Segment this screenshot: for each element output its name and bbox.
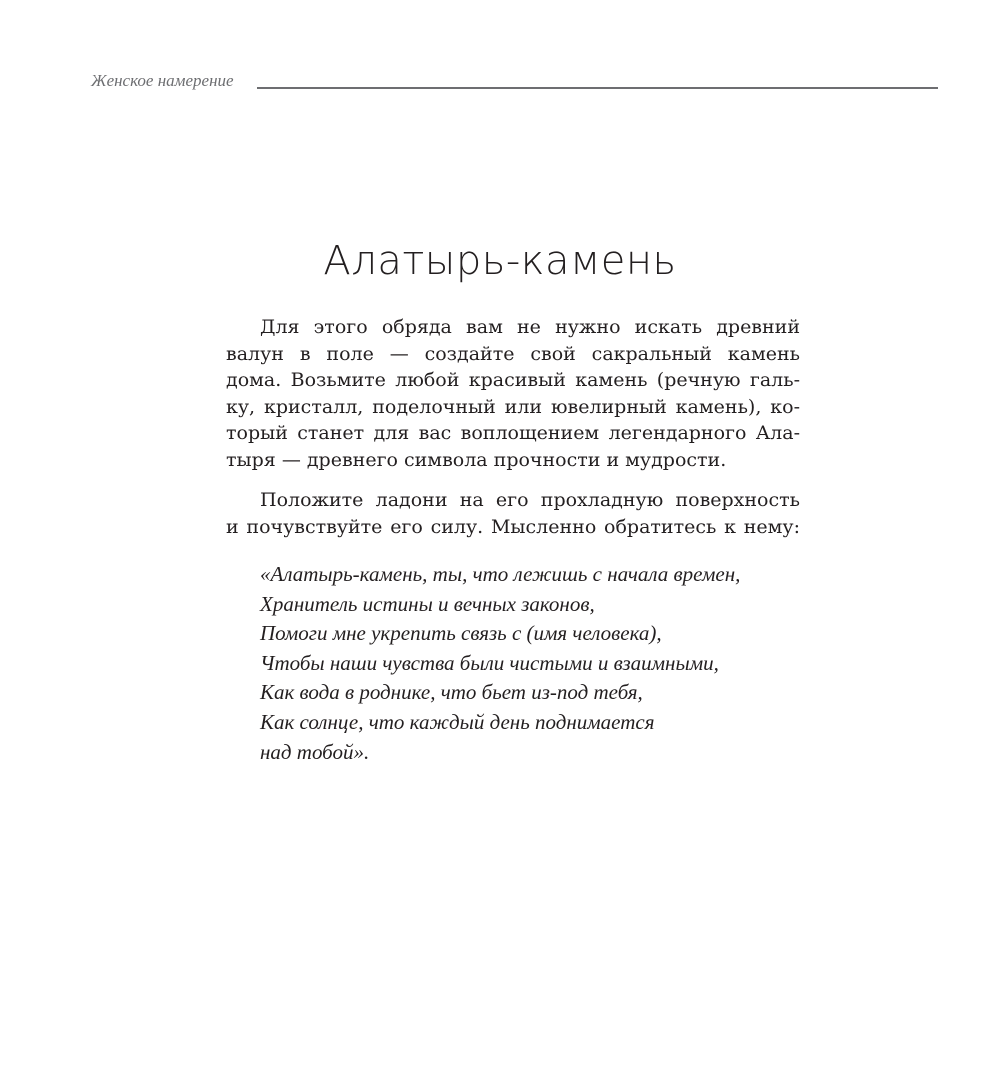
incantation-line: Как вода в роднике, что бьет из-под тебя, bbox=[260, 680, 643, 705]
paragraph-line: тыря — древнего символа прочности и мудрости. bbox=[226, 448, 727, 471]
paragraph-line: торый станет для вас воплощением легендарного Ала- bbox=[226, 422, 800, 445]
paragraph-line: Положите ладони на его прохладную поверхность bbox=[260, 489, 800, 511]
incantation-line: «Алатырь-камень, ты, что лежишь с начала времен, bbox=[260, 562, 741, 586]
incantation-line: Помоги мне укрепить связь с (имя человека), bbox=[260, 621, 662, 646]
running-header-title: Женское намерение bbox=[91, 71, 234, 90]
paragraph-line: и почувствуйте его силу. Мысленно обратитесь к нему: bbox=[226, 515, 800, 538]
chapter-title: Алатырь-камень bbox=[323, 238, 677, 284]
paragraph-line: валун в поле — создайте свой сакральный камень bbox=[226, 342, 800, 365]
incantation-line: Чтобы наши чувства были чистыми и взаимными, bbox=[260, 650, 719, 675]
paragraph-instruction bbox=[226, 487, 800, 540]
incantation-line: Хранитель истины и вечных законов, bbox=[260, 591, 595, 616]
header-rule bbox=[257, 87, 938, 89]
incantation bbox=[260, 560, 820, 767]
incantation-line: над тобой». bbox=[260, 739, 370, 764]
incantation-line: Как солнце, что каждый день поднимается bbox=[260, 709, 655, 734]
paragraph-intro bbox=[226, 314, 800, 474]
paragraph-line: Для этого обряда вам не нужно искать древний bbox=[260, 316, 800, 338]
running-header bbox=[91, 68, 938, 98]
paragraph-line: дома. Возьмите любой красивый камень (речную галь- bbox=[226, 369, 800, 392]
paragraph-line: ку, кристалл, поделочный или ювелирный камень), ко- bbox=[226, 395, 800, 418]
